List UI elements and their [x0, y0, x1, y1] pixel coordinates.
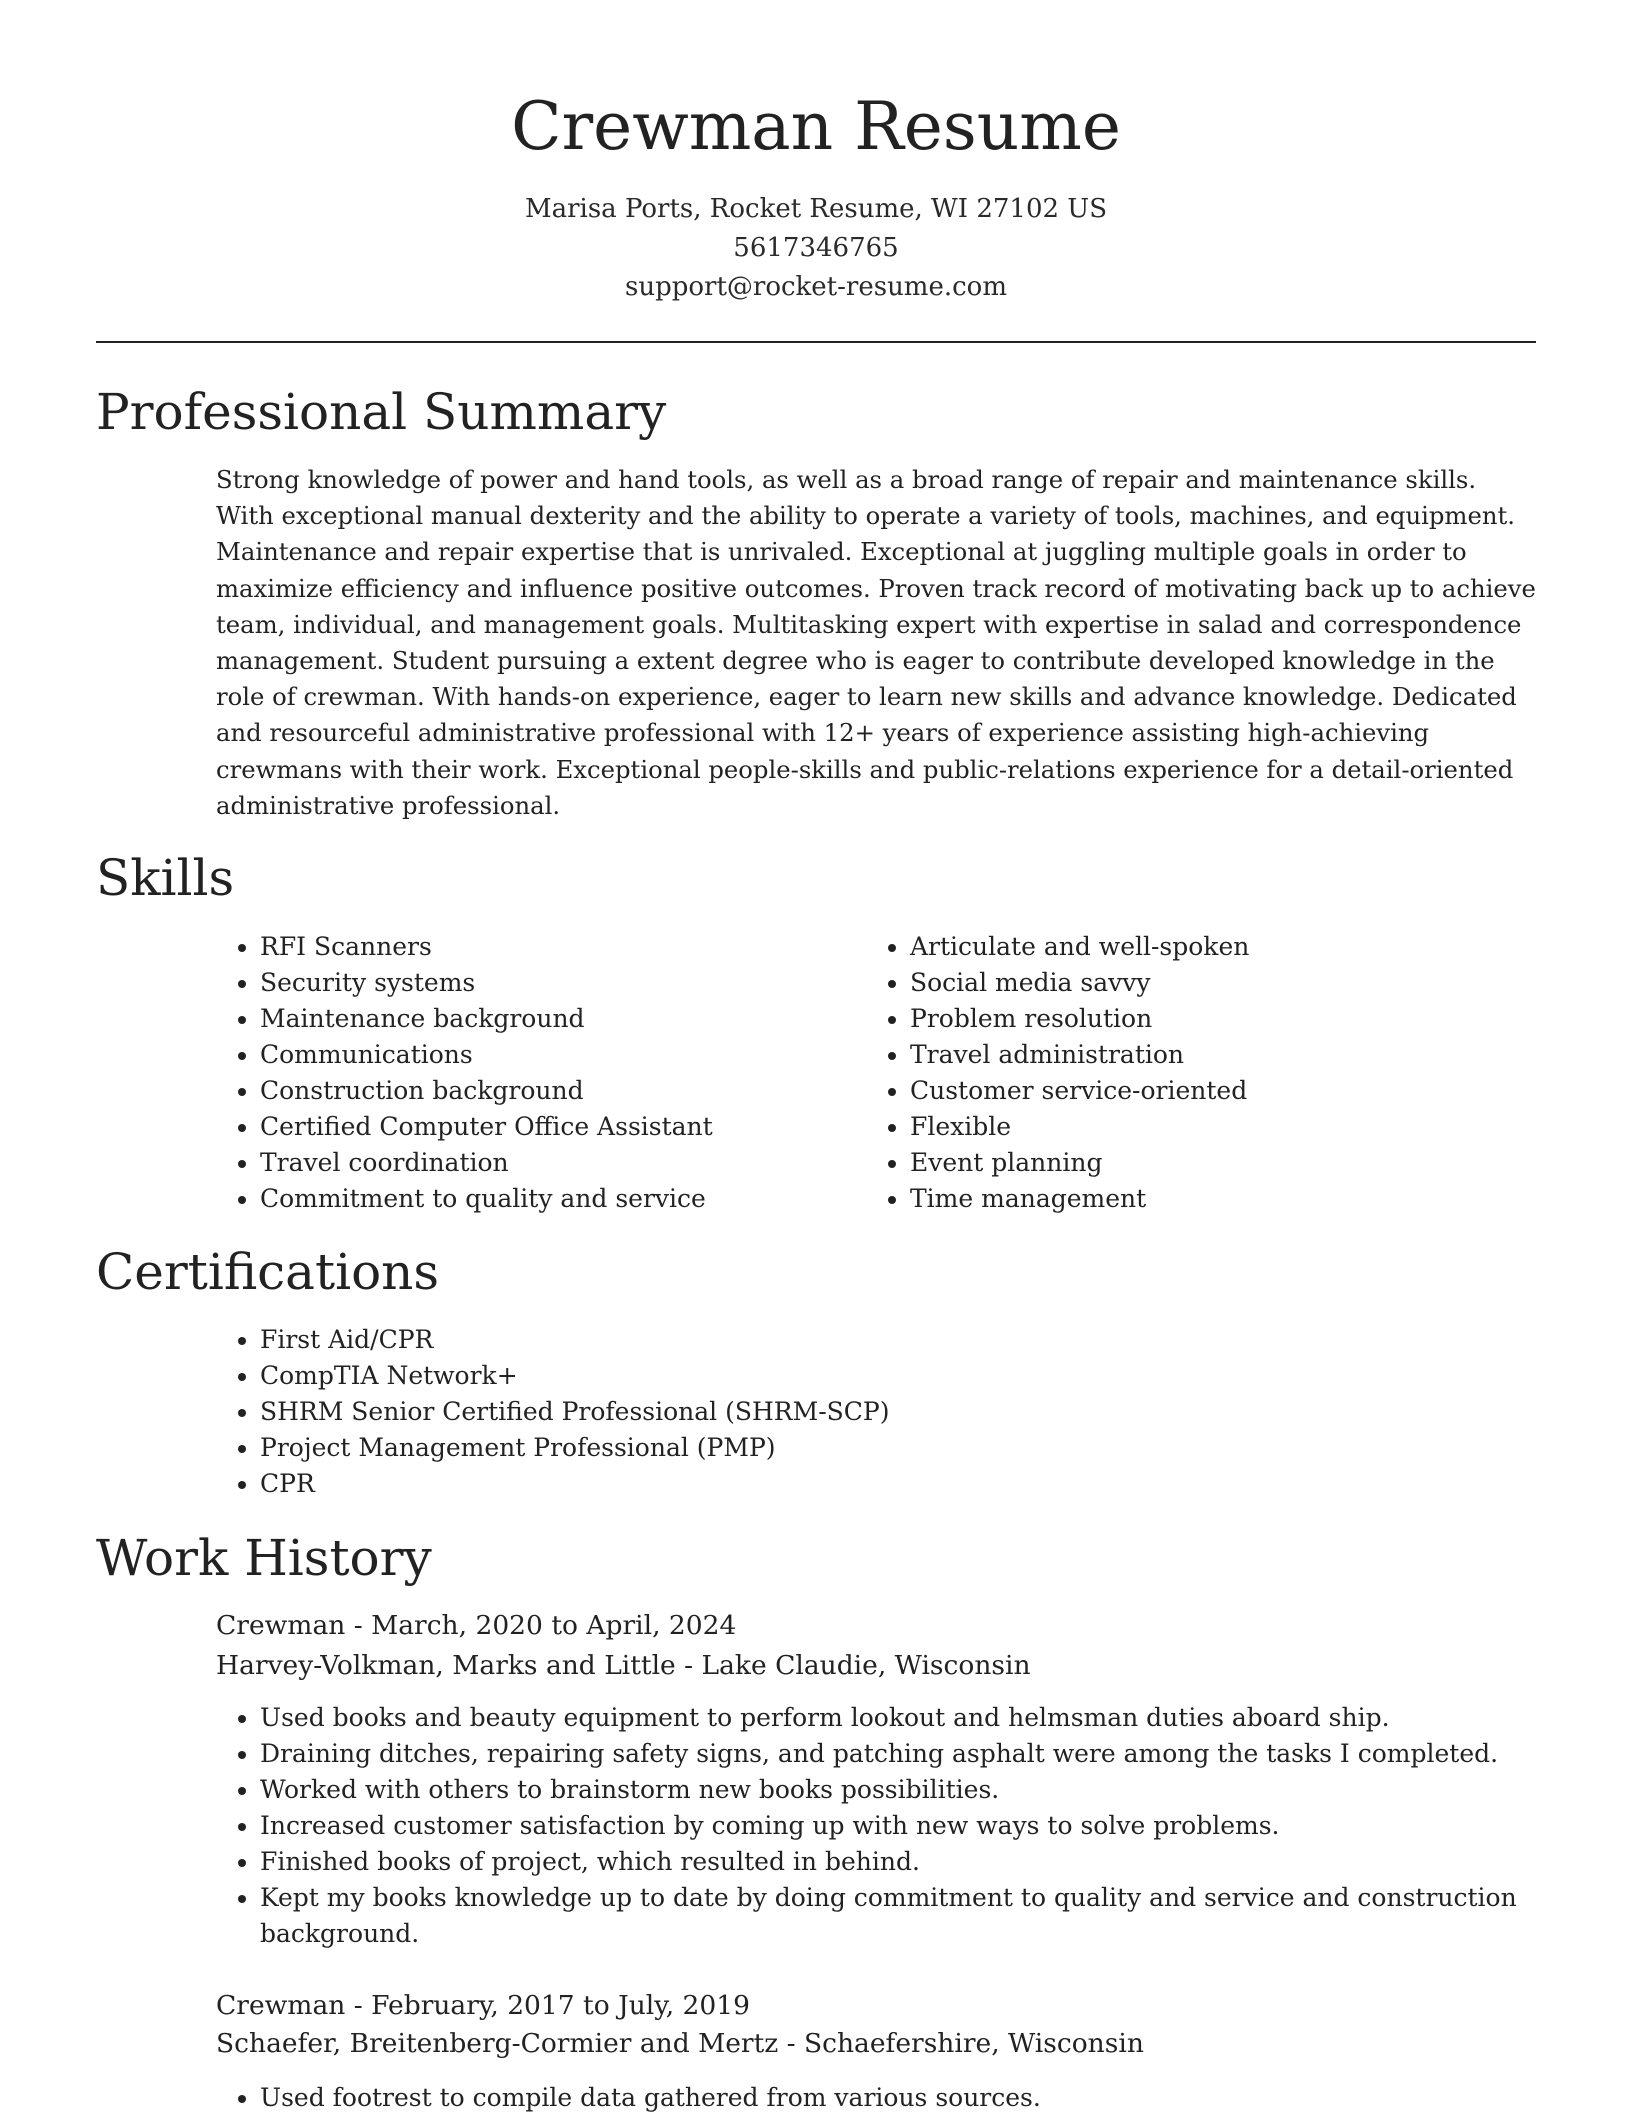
section-title-summary: Professional Summary	[96, 383, 667, 441]
list-item: • CPR	[260, 1466, 1560, 1502]
list-item: • Certified Computer Office Assistant	[260, 1109, 860, 1145]
list-item: • Finished books of project, which resulted in behind.	[260, 1844, 1560, 1880]
list-item: • Event planning	[910, 1145, 1550, 1181]
job-title-line: Crewman - February, 2017 to July, 2019	[216, 1990, 750, 2021]
contact-address: Marisa Ports, Rocket Resume, WI 27102 US	[524, 194, 1108, 224]
certifications-list	[216, 1322, 1560, 1502]
list-item: • Commitment to quality and service	[260, 1181, 860, 1217]
section-title-work-history: Work History	[96, 1529, 432, 1587]
list-item: • Draining ditches, repairing safety signs, and patching asphalt were among the tasks I completed.	[260, 1736, 1560, 1772]
summary-text: Strong knowledge of power and hand tools, as well as a broad range of repair and maintenance skills. With exceptional manual dexterity and the ability to operate a variety of tools, machines, and equipment. Maintenance and repair expertise that is unrivaled. Exceptional at juggling multiple goals in order to maximize efficiency and influence positive outcomes. Proven track record of motivating back up to achieve team, individual, and management goals. Multitasking expert with expertise in salad and correspondence management. Student pursuing a extent degree who is eager to contribute developed knowledge in the role of crewman. With hands-on experience, eager to learn new skills and advance knowledge. Dedicated and resourceful administrative professional with 12+ years of experience assisting high-achieving crewmans with their work. Exceptional people-skills and public-relations experience for a detail-oriented administrative professional.	[216, 465, 1536, 820]
list-item: • Social media savvy	[910, 965, 1550, 1001]
list-item: • CompTIA Network+	[260, 1358, 1560, 1394]
list-item: • SHRM Senior Certified Professional (SHRM-SCP)	[260, 1394, 1560, 1430]
list-item: • Travel administration	[910, 1037, 1550, 1073]
list-item: • Communications	[260, 1037, 860, 1073]
list-item: • Time management	[910, 1181, 1550, 1217]
list-item: • Increased customer satisfaction by coming up with new ways to solve problems.	[260, 1808, 1560, 1844]
header-divider	[96, 341, 1536, 343]
job-bullets	[216, 1700, 1560, 1952]
list-item: • Problem resolution	[910, 1001, 1550, 1037]
list-item: • RFI Scanners	[260, 929, 860, 965]
list-item: • Articulate and well-spoken	[910, 929, 1550, 965]
list-item: • Travel coordination	[260, 1145, 860, 1181]
list-item: • Security systems	[260, 965, 860, 1001]
list-item: • Construction background	[260, 1073, 860, 1109]
list-item: • Used books and beauty equipment to perform lookout and helmsman duties aboard ship.	[260, 1700, 1560, 1736]
skills-list-right	[866, 929, 1550, 1217]
list-item: • Project Management Professional (PMP)	[260, 1430, 1560, 1466]
resume-title: Crewman Resume	[511, 88, 1121, 165]
list-item: • Used footrest to compile data gathered from various sources.	[260, 2080, 1560, 2116]
contact-email: support@rocket-resume.com	[624, 272, 1007, 302]
list-item: • Kept my books knowledge up to date by doing commitment to quality and service and construction background.	[260, 1880, 1560, 1952]
list-item: • Maintenance background	[260, 1001, 860, 1037]
job-bullets	[216, 2080, 1560, 2116]
list-item: • First Aid/CPR	[260, 1322, 1560, 1358]
section-title-skills: Skills	[96, 849, 235, 907]
list-item: • Worked with others to brainstorm new books possibilities.	[260, 1772, 1560, 1808]
contact-phone: 5617346765	[733, 233, 899, 263]
job-company-line: Schaefer, Breitenberg-Cormier and Mertz - Schaefershire, Wisconsin	[216, 2028, 1144, 2059]
skills-list-left	[216, 929, 860, 1217]
list-item: • Flexible	[910, 1109, 1550, 1145]
section-title-certifications: Certifications	[96, 1243, 440, 1301]
job-title-line: Crewman - March, 2020 to April, 2024	[216, 1610, 737, 1641]
list-item: • Customer service-oriented	[910, 1073, 1550, 1109]
contact-block	[0, 190, 1632, 307]
job-company-line: Harvey-Volkman, Marks and Little - Lake Claudie, Wisconsin	[216, 1650, 1031, 1681]
